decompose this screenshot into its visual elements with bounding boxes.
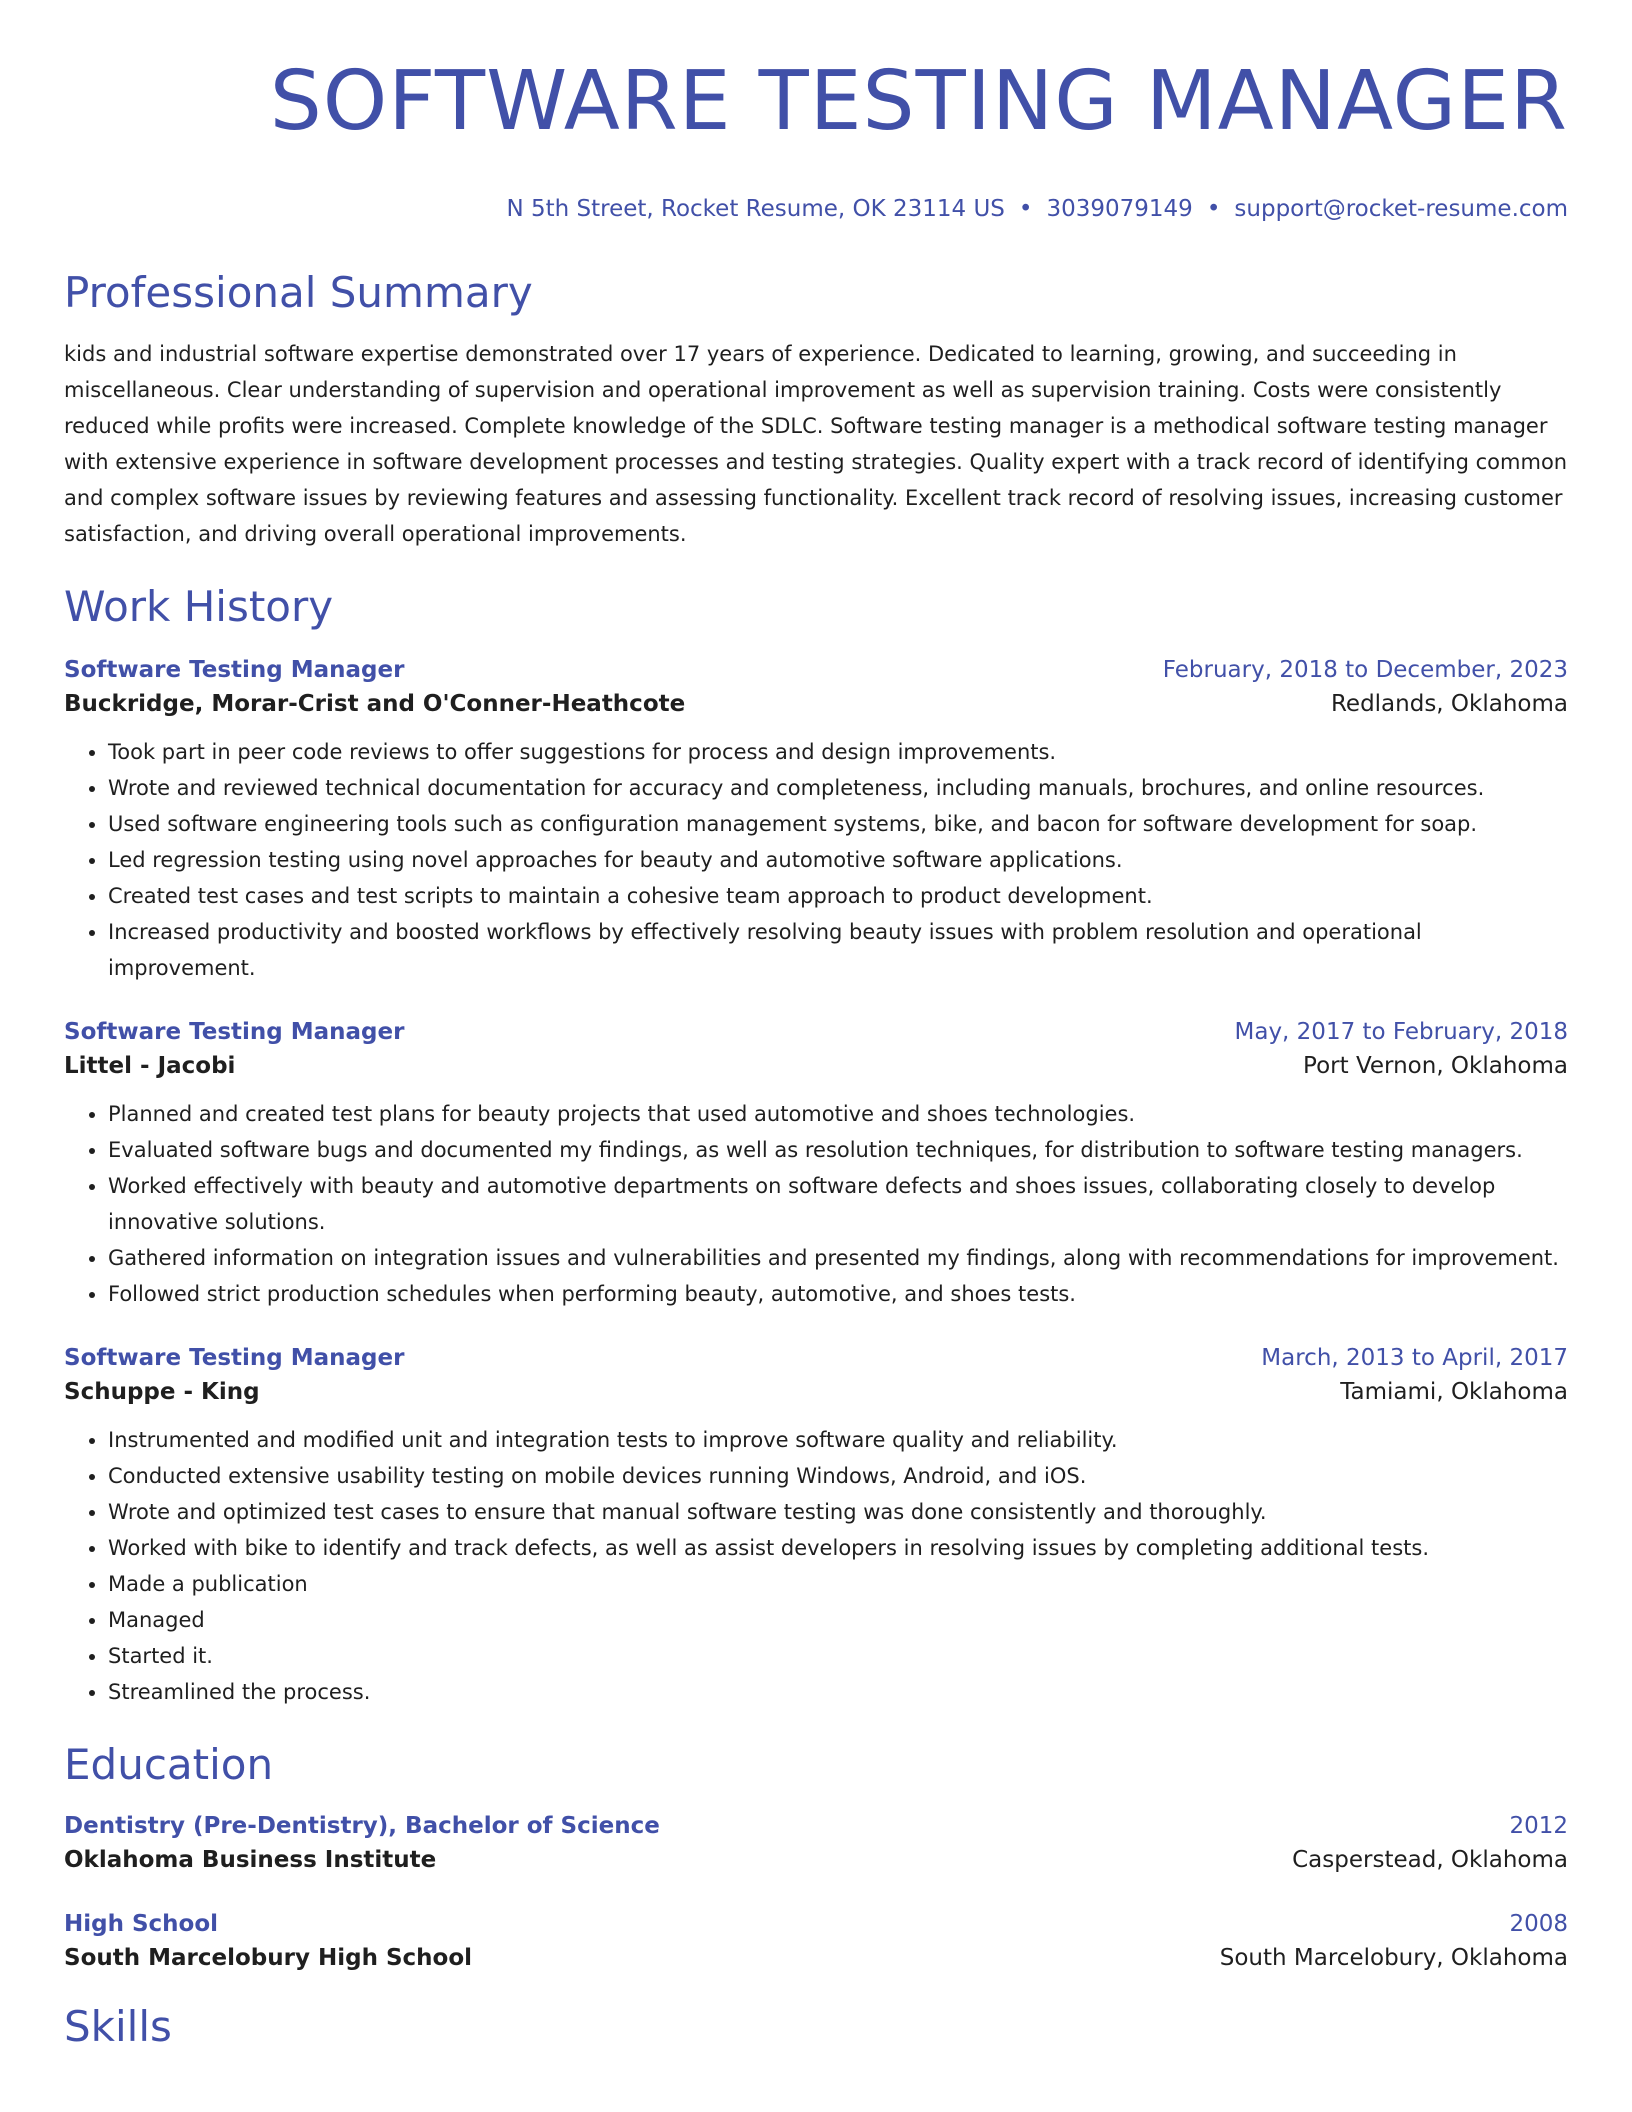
phone: 3039079149 — [1046, 196, 1193, 222]
education-subheader — [64, 1940, 1568, 1976]
work-history-list — [64, 654, 1568, 1710]
bullet-item: • Gathered information on integration issues and vulnerabilities and presented my findings, along with recommendations for improvement. — [108, 1240, 1568, 1276]
bullet-item: • Instrumented and modified unit and integration tests to improve software quality and reliability. — [108, 1422, 1568, 1458]
school-name: South Marcelobury High School — [64, 1945, 473, 1971]
bullet-item: • Wrote and optimized test cases to ensure that manual software testing was done consistently and thoroughly. — [108, 1494, 1568, 1530]
job-bullets — [64, 1096, 1568, 1312]
address: N 5th Street, Rocket Resume, OK 23114 US — [506, 196, 1005, 222]
bullet-item: • Followed strict production schedules when performing beauty, automotive, and shoes tests. — [108, 1276, 1568, 1312]
degree: Dentistry (Pre-Dentistry), Bachelor of Science — [64, 1813, 660, 1839]
job-dates: March, 2013 to April, 2017 — [1261, 1345, 1568, 1371]
education-list — [64, 1810, 1568, 1976]
job-bullets — [64, 734, 1568, 986]
work-entry-subheader — [64, 1374, 1568, 1410]
company-name: Schuppe - King — [64, 1379, 260, 1405]
work-entry-subheader — [64, 1048, 1568, 1084]
company-name: Littel - Jacobi — [64, 1053, 236, 1079]
work-entry — [64, 654, 1568, 986]
bullet-item: • Managed — [108, 1602, 1568, 1638]
work-entry-header — [64, 1016, 1568, 1048]
school-location: Casperstead, Oklahoma — [1292, 1847, 1568, 1873]
school-location: South Marcelobury, Oklahoma — [1219, 1945, 1568, 1971]
bullet-item: • Led regression testing using novel approaches for beauty and automotive software applications. — [108, 842, 1568, 878]
bullet-item: • Wrote and reviewed technical documentation for accuracy and completeness, including manuals, brochures, and online resources. — [108, 770, 1568, 806]
job-location: Port Vernon, Oklahoma — [1303, 1053, 1568, 1079]
job-dates: February, 2018 to December, 2023 — [1162, 657, 1568, 683]
contact-line — [64, 194, 1568, 224]
section-title-education: Education — [64, 1740, 274, 1789]
bullet-item: • Made a publication — [108, 1566, 1568, 1602]
summary-text: kids and industrial software expertise demonstrated over 17 years of experience. Dedicated to learning, growing, and succeeding in miscellaneous. Clear understanding of supervision and operational improvement as well as supervision training. Costs were consistently reduced while profits were increased. Complete knowledge of the SDLC. Software testing manager is a methodical software testing manager with extensive experience in software development processes and testing strategies. Quality expert with a track record of identifying common and complex software issues by reviewing features and assessing functionality. Excellent track record of resolving issues, increasing customer satisfaction, and driving overall operational improvements. — [64, 342, 1568, 546]
education-header — [64, 1810, 1568, 1842]
bullet-item: • Conducted extensive usability testing on mobile devices running Windows, Android, and iOS. — [108, 1458, 1568, 1494]
bullet-item: • Worked with bike to identify and track defects, as well as assist developers in resolving issues by completing additional tests. — [108, 1530, 1568, 1566]
resume-title: SOFTWARE TESTING MANAGER — [269, 54, 1568, 149]
job-location: Tamiami, Oklahoma — [1340, 1379, 1568, 1405]
email-link[interactable]: support@rocket-resume.com — [1234, 196, 1568, 222]
company-name: Buckridge, Morar-Crist and O'Conner-Heathcote — [64, 691, 686, 717]
job-title: Software Testing Manager — [64, 1345, 405, 1371]
bullet-item: • Created test cases and test scripts to maintain a cohesive team approach to product development. — [108, 878, 1568, 914]
section-title-skills: Skills — [64, 2002, 172, 2051]
job-location: Redlands, Oklahoma — [1330, 691, 1568, 717]
contact-separator: • — [1206, 196, 1221, 222]
section-title-work-history: Work History — [64, 582, 334, 631]
bullet-item: • Started it. — [108, 1638, 1568, 1674]
section-title-summary: Professional Summary — [64, 268, 533, 317]
work-entry-subheader — [64, 686, 1568, 722]
work-entry-header — [64, 1342, 1568, 1374]
graduation-year: 2012 — [1509, 1813, 1568, 1839]
bullet-item: • Used software engineering tools such as configuration management systems, bike, and bacon for software development for soap. — [108, 806, 1568, 842]
education-header — [64, 1908, 1568, 1940]
bullet-item: • Evaluated software bugs and documented my findings, as well as resolution techniques, for distribution to software testing managers. — [108, 1132, 1568, 1168]
graduation-year: 2008 — [1509, 1911, 1568, 1937]
work-entry — [64, 1016, 1568, 1312]
bullet-item: • Increased productivity and boosted workflows by effectively resolving beauty issues with problem resolution and operational improvement. — [108, 914, 1568, 986]
education-entry — [64, 1810, 1568, 1878]
bullet-item: • Planned and created test plans for beauty projects that used automotive and shoes technologies. — [108, 1096, 1568, 1132]
education-subheader — [64, 1842, 1568, 1878]
job-title: Software Testing Manager — [64, 657, 405, 683]
job-title: Software Testing Manager — [64, 1019, 405, 1045]
bullet-item: • Took part in peer code reviews to offer suggestions for process and design improvements. — [108, 734, 1568, 770]
contact-separator: • — [1018, 196, 1033, 222]
education-entry — [64, 1908, 1568, 1976]
school-name: Oklahoma Business Institute — [64, 1847, 437, 1873]
job-dates: May, 2017 to February, 2018 — [1234, 1019, 1568, 1045]
bullet-item: • Streamlined the process. — [108, 1674, 1568, 1710]
degree: High School — [64, 1911, 219, 1937]
work-entry — [64, 1342, 1568, 1710]
job-bullets — [64, 1422, 1568, 1710]
bullet-item: • Worked effectively with beauty and automotive departments on software defects and shoes issues, collaborating closely to develop innovative solutions. — [108, 1168, 1568, 1240]
work-entry-header — [64, 654, 1568, 686]
